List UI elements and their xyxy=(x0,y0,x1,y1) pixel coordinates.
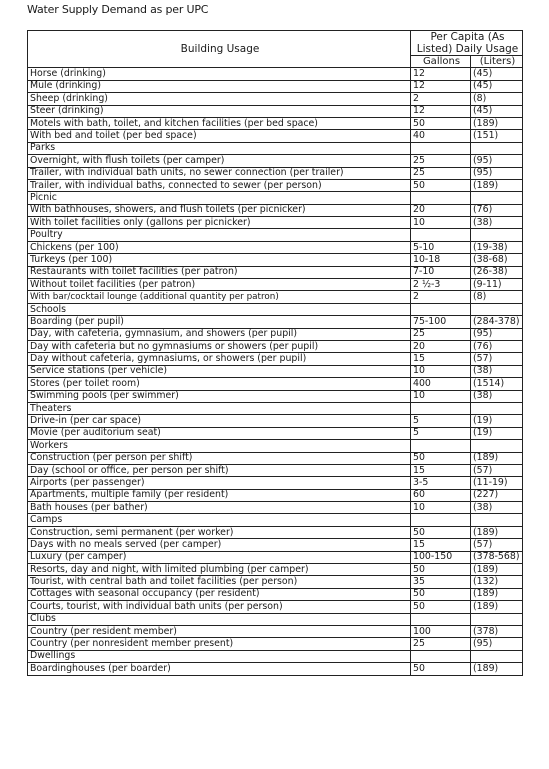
gallons-cell: 40 xyxy=(411,130,471,142)
table-row xyxy=(28,93,523,105)
gallons-cell: 20 xyxy=(411,340,471,352)
usage-cell: Sheep (drinking) xyxy=(28,93,411,105)
gallons-cell: 15 xyxy=(411,539,471,551)
table-row xyxy=(28,588,523,600)
table-row xyxy=(28,328,523,340)
gallons-cell: 2 xyxy=(411,93,471,105)
table-row xyxy=(28,390,523,402)
table-row xyxy=(28,452,523,464)
liters-cell: (19) xyxy=(471,427,523,439)
usage-cell: Parks xyxy=(28,142,411,154)
liters-cell: (57) xyxy=(471,353,523,365)
table-row xyxy=(28,117,523,129)
liters-cell: (45) xyxy=(471,80,523,92)
usage-cell: Chickens (per 100) xyxy=(28,241,411,253)
table-row xyxy=(28,551,523,563)
liters-cell: (95) xyxy=(471,155,523,167)
gallons-cell: 12 xyxy=(411,80,471,92)
gallons-cell: 50 xyxy=(411,526,471,538)
header-gallons: Gallons xyxy=(411,56,471,68)
usage-cell: Day with cafeteria but no gymnasiums or showers (per pupil) xyxy=(28,340,411,352)
liters-cell: (132) xyxy=(471,576,523,588)
liters-cell: (19-38) xyxy=(471,241,523,253)
table-row xyxy=(28,514,523,526)
usage-cell: Steer (drinking) xyxy=(28,105,411,117)
usage-cell: Days with no meals served (per camper) xyxy=(28,539,411,551)
gallons-cell: 50 xyxy=(411,663,471,675)
gallons-cell xyxy=(411,303,471,315)
liters-cell: (189) xyxy=(471,452,523,464)
liters-cell: (189) xyxy=(471,601,523,613)
liters-cell: (38) xyxy=(471,217,523,229)
usage-cell: Picnic xyxy=(28,192,411,204)
usage-cell: Swimming pools (per swimmer) xyxy=(28,390,411,402)
gallons-cell: 50 xyxy=(411,452,471,464)
gallons-cell: 15 xyxy=(411,353,471,365)
table-row xyxy=(28,601,523,613)
liters-cell xyxy=(471,514,523,526)
table-row xyxy=(28,142,523,154)
gallons-cell xyxy=(411,229,471,241)
usage-cell: Restaurants with toilet facilities (per patron) xyxy=(28,266,411,278)
liters-cell: (8) xyxy=(471,291,523,303)
table-row xyxy=(28,650,523,662)
header-per-capita-line2: Listed) Daily Usage xyxy=(416,43,519,55)
gallons-cell: 5 xyxy=(411,415,471,427)
liters-cell: (189) xyxy=(471,117,523,129)
usage-cell: Boardinghouses (per boarder) xyxy=(28,663,411,675)
header-liters: (Liters) xyxy=(471,56,523,68)
usage-cell: Turkeys (per 100) xyxy=(28,254,411,266)
table-row xyxy=(28,365,523,377)
liters-cell: (95) xyxy=(471,638,523,650)
table-row xyxy=(28,204,523,216)
table-row xyxy=(28,217,523,229)
usage-cell: Airports (per passenger) xyxy=(28,477,411,489)
table-row xyxy=(28,464,523,476)
usage-cell: Trailer, with individual baths, connected to sewer (per person) xyxy=(28,179,411,191)
usage-cell: Dwellings xyxy=(28,650,411,662)
gallons-cell: 75-100 xyxy=(411,316,471,328)
usage-cell: Drive-in (per car space) xyxy=(28,415,411,427)
usage-cell: Trailer, with individual bath units, no sewer connection (per trailer) xyxy=(28,167,411,179)
liters-cell xyxy=(471,440,523,452)
table-row xyxy=(28,266,523,278)
header-building-usage: Building Usage xyxy=(28,31,411,68)
usage-cell: Tourist, with central bath and toilet facilities (per person) xyxy=(28,576,411,588)
header-per-capita xyxy=(411,31,523,56)
gallons-cell: 10 xyxy=(411,217,471,229)
table-row xyxy=(28,316,523,328)
table-row xyxy=(28,279,523,291)
table-row xyxy=(28,378,523,390)
usage-cell: With bar/cocktail lounge (additional quantity per patron) xyxy=(28,291,411,303)
liters-cell: (38-68) xyxy=(471,254,523,266)
table-row xyxy=(28,539,523,551)
gallons-cell: 10 xyxy=(411,390,471,402)
usage-cell: Resorts, day and night, with limited plumbing (per camper) xyxy=(28,564,411,576)
liters-cell: (95) xyxy=(471,328,523,340)
gallons-cell: 3-5 xyxy=(411,477,471,489)
header-per-capita-line1: Per Capita (As xyxy=(430,31,505,43)
usage-cell: Stores (per toilet room) xyxy=(28,378,411,390)
table-row xyxy=(28,638,523,650)
usage-cell: Boarding (per pupil) xyxy=(28,316,411,328)
table-row xyxy=(28,564,523,576)
liters-cell: (9-11) xyxy=(471,279,523,291)
table-row xyxy=(28,179,523,191)
document-title: Water Supply Demand as per UPC xyxy=(27,3,209,16)
gallons-cell xyxy=(411,192,471,204)
liters-cell: (189) xyxy=(471,564,523,576)
usage-cell: Without toilet facilities (per patron) xyxy=(28,279,411,291)
gallons-cell: 2 xyxy=(411,291,471,303)
usage-cell: With bed and toilet (per bed space) xyxy=(28,130,411,142)
usage-cell: Movie (per auditorium seat) xyxy=(28,427,411,439)
gallons-cell: 400 xyxy=(411,378,471,390)
gallons-cell: 10-18 xyxy=(411,254,471,266)
liters-cell: (38) xyxy=(471,390,523,402)
table-row xyxy=(28,427,523,439)
usage-cell: Bath houses (per bather) xyxy=(28,502,411,514)
table-row xyxy=(28,663,523,675)
usage-cell: Construction (per person per shift) xyxy=(28,452,411,464)
liters-cell: (189) xyxy=(471,588,523,600)
table-row xyxy=(28,291,523,303)
table-row xyxy=(28,477,523,489)
table-row xyxy=(28,254,523,266)
gallons-cell: 50 xyxy=(411,179,471,191)
liters-cell: (57) xyxy=(471,464,523,476)
gallons-cell: 25 xyxy=(411,167,471,179)
liters-cell xyxy=(471,303,523,315)
usage-cell: Motels with bath, toilet, and kitchen facilities (per bed space) xyxy=(28,117,411,129)
gallons-cell: 25 xyxy=(411,155,471,167)
gallons-cell: 15 xyxy=(411,464,471,476)
liters-cell: (189) xyxy=(471,526,523,538)
gallons-cell xyxy=(411,142,471,154)
liters-cell: (26-38) xyxy=(471,266,523,278)
table-row xyxy=(28,402,523,414)
liters-cell xyxy=(471,229,523,241)
gallons-cell: 2 ½-3 xyxy=(411,279,471,291)
usage-cell: Courts, tourist, with individual bath units (per person) xyxy=(28,601,411,613)
table-row xyxy=(28,526,523,538)
gallons-cell: 20 xyxy=(411,204,471,216)
gallons-cell xyxy=(411,440,471,452)
usage-cell: Country (per resident member) xyxy=(28,625,411,637)
usage-cell: Theaters xyxy=(28,402,411,414)
table-row xyxy=(28,440,523,452)
gallons-cell: 5-10 xyxy=(411,241,471,253)
gallons-cell: 10 xyxy=(411,502,471,514)
usage-cell: Cottages with seasonal occupancy (per resident) xyxy=(28,588,411,600)
usage-cell: Service stations (per vehicle) xyxy=(28,365,411,377)
liters-cell: (11-19) xyxy=(471,477,523,489)
usage-cell: Camps xyxy=(28,514,411,526)
table-body xyxy=(28,68,523,675)
liters-cell: (378) xyxy=(471,625,523,637)
liters-cell xyxy=(471,613,523,625)
table-row xyxy=(28,80,523,92)
liters-cell: (76) xyxy=(471,340,523,352)
gallons-cell xyxy=(411,613,471,625)
usage-cell: Workers xyxy=(28,440,411,452)
liters-cell: (189) xyxy=(471,179,523,191)
table-header xyxy=(28,31,523,68)
table-row xyxy=(28,613,523,625)
gallons-cell: 50 xyxy=(411,601,471,613)
table-row xyxy=(28,167,523,179)
gallons-cell: 25 xyxy=(411,638,471,650)
liters-cell: (76) xyxy=(471,204,523,216)
water-demand-table xyxy=(27,30,523,676)
liters-cell: (45) xyxy=(471,105,523,117)
liters-cell: (95) xyxy=(471,167,523,179)
gallons-cell xyxy=(411,514,471,526)
usage-cell: Day (school or office, per person per shift) xyxy=(28,464,411,476)
table-row xyxy=(28,105,523,117)
table-row xyxy=(28,192,523,204)
usage-cell: With toilet facilities only (gallons per picnicker) xyxy=(28,217,411,229)
gallons-cell: 10 xyxy=(411,365,471,377)
liters-cell: (45) xyxy=(471,68,523,80)
usage-cell: Day, with cafeteria, gymnasium, and showers (per pupil) xyxy=(28,328,411,340)
table-row xyxy=(28,502,523,514)
liters-cell: (1514) xyxy=(471,378,523,390)
gallons-cell: 25 xyxy=(411,328,471,340)
gallons-cell: 50 xyxy=(411,564,471,576)
usage-cell: Mule (drinking) xyxy=(28,80,411,92)
table-row xyxy=(28,415,523,427)
usage-cell: Apartments, multiple family (per resident) xyxy=(28,489,411,501)
gallons-cell: 50 xyxy=(411,588,471,600)
liters-cell xyxy=(471,192,523,204)
liters-cell: (151) xyxy=(471,130,523,142)
usage-cell: Luxury (per camper) xyxy=(28,551,411,563)
liters-cell: (38) xyxy=(471,502,523,514)
usage-cell: Overnight, with flush toilets (per camper) xyxy=(28,155,411,167)
usage-cell: Clubs xyxy=(28,613,411,625)
gallons-cell xyxy=(411,402,471,414)
liters-cell xyxy=(471,650,523,662)
table-row xyxy=(28,241,523,253)
liters-cell: (227) xyxy=(471,489,523,501)
liters-cell: (38) xyxy=(471,365,523,377)
table-row xyxy=(28,229,523,241)
usage-cell: Country (per nonresident member present) xyxy=(28,638,411,650)
usage-cell: Schools xyxy=(28,303,411,315)
liters-cell: (284-378) xyxy=(471,316,523,328)
table-row xyxy=(28,155,523,167)
liters-cell: (57) xyxy=(471,539,523,551)
gallons-cell: 100-150 xyxy=(411,551,471,563)
gallons-cell: 100 xyxy=(411,625,471,637)
gallons-cell: 5 xyxy=(411,427,471,439)
table-row xyxy=(28,576,523,588)
table-row xyxy=(28,353,523,365)
gallons-cell: 50 xyxy=(411,117,471,129)
usage-cell: Horse (drinking) xyxy=(28,68,411,80)
liters-cell: (8) xyxy=(471,93,523,105)
liters-cell: (19) xyxy=(471,415,523,427)
liters-cell: (378-568) xyxy=(471,551,523,563)
table-row xyxy=(28,489,523,501)
table-row xyxy=(28,340,523,352)
liters-cell: (189) xyxy=(471,663,523,675)
gallons-cell: 12 xyxy=(411,105,471,117)
gallons-cell: 35 xyxy=(411,576,471,588)
table-row xyxy=(28,68,523,80)
table-row xyxy=(28,303,523,315)
gallons-cell: 12 xyxy=(411,68,471,80)
gallons-cell xyxy=(411,650,471,662)
usage-cell: With bathhouses, showers, and flush toilets (per picnicker) xyxy=(28,204,411,216)
gallons-cell: 60 xyxy=(411,489,471,501)
table-row xyxy=(28,625,523,637)
liters-cell xyxy=(471,142,523,154)
usage-cell: Day without cafeteria, gymnasiums, or showers (per pupil) xyxy=(28,353,411,365)
table-row xyxy=(28,130,523,142)
usage-cell: Poultry xyxy=(28,229,411,241)
gallons-cell: 7-10 xyxy=(411,266,471,278)
liters-cell xyxy=(471,402,523,414)
usage-cell: Construction, semi permanent (per worker) xyxy=(28,526,411,538)
